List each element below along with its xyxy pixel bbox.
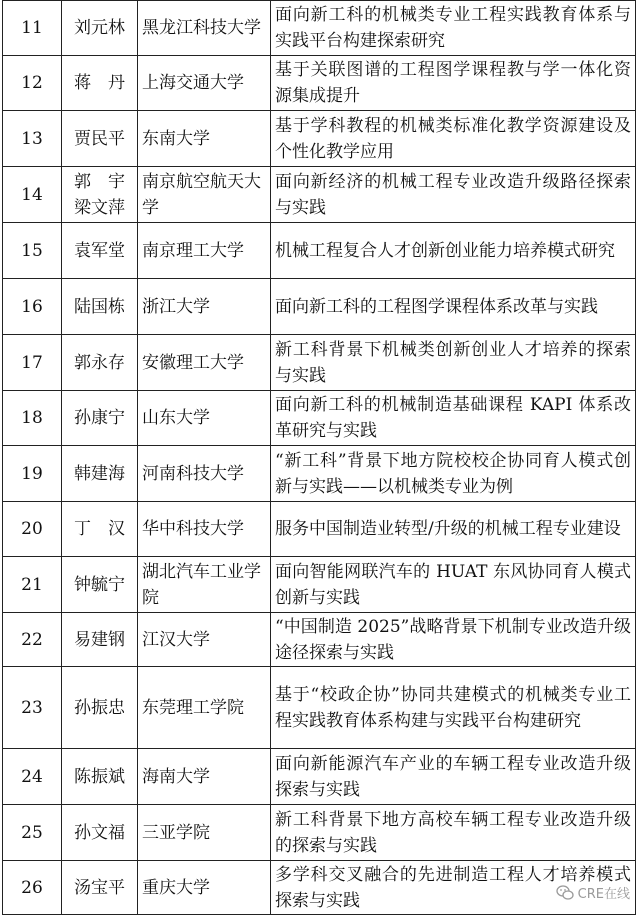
- table-row: [3, 805, 636, 861]
- row-number: 23: [3, 667, 62, 749]
- table-row: [3, 613, 636, 667]
- school-name: 海南大学: [138, 749, 271, 805]
- table-row: [3, 502, 636, 557]
- leader-name-cell: [62, 167, 138, 223]
- project-title: 面向新工科的工程图学课程体系改革与实践: [271, 279, 636, 335]
- school-name: 山东大学: [138, 391, 271, 446]
- leader-name: 袁军堂: [74, 240, 125, 261]
- leader-name-cell: [62, 667, 138, 749]
- leader-name: 陈振斌: [74, 766, 125, 787]
- leader-name-cell: [62, 335, 138, 391]
- school-name: 东南大学: [138, 111, 271, 167]
- row-number: 24: [3, 749, 62, 805]
- leader-name-cell: [62, 391, 138, 446]
- project-title: 面向新工科的机械制造基础课程 KAPI 体系改革研究与实践: [271, 391, 636, 446]
- school-name: 安徽理工大学: [138, 335, 271, 391]
- leader-name-cell: [62, 446, 138, 502]
- project-table: [2, 0, 636, 915]
- table-row: [3, 111, 636, 167]
- project-title: 面向新能源汽车产业的车辆工程专业改造升级探索与实践: [271, 749, 636, 805]
- table-row: [3, 446, 636, 502]
- table-row: [3, 167, 636, 223]
- project-title: 机械工程复合人才创新创业能力培养模式研究: [271, 223, 636, 279]
- leader-name: 刘元林: [74, 18, 125, 38]
- school-name: 上海交通大学: [138, 56, 271, 111]
- row-number: 18: [3, 391, 62, 446]
- table-row: [3, 56, 636, 111]
- leader-name-cell: [62, 1, 138, 56]
- project-title: 面向智能网联汽车的 HUAT 东风协同育人模式创新与实践: [271, 557, 636, 613]
- table-row: [3, 1, 636, 56]
- project-title: “中国制造 2025”战略背景下机制专业改造升级途径探索与实践: [271, 613, 636, 667]
- leader-name-cell: [62, 805, 138, 861]
- leader-name-cell: [62, 502, 138, 557]
- table-row: [3, 861, 636, 915]
- project-title: 基于关联图谱的工程图学课程教与学一体化资源集成提升: [271, 56, 636, 111]
- row-number: 26: [3, 861, 62, 915]
- school-name: 浙江大学: [138, 279, 271, 335]
- leader-name: 钟毓宁: [74, 574, 125, 595]
- project-title: 多学科交叉融合的先进制造工程人才培养模式探索与实践: [271, 861, 636, 915]
- table-row: [3, 391, 636, 446]
- leader-name: 孙康宁: [74, 408, 125, 428]
- school-name: 南京航空航天大学: [138, 167, 271, 223]
- project-title: 新工科背景下地方高校车辆工程专业改造升级的探索与实践: [271, 805, 636, 861]
- leader-name: 韩建海: [74, 463, 125, 484]
- leader-name: 丁 汉: [74, 519, 125, 539]
- watermark: [556, 883, 630, 902]
- table-row: [3, 335, 636, 391]
- row-number: 21: [3, 557, 62, 613]
- row-number: 19: [3, 446, 62, 502]
- leader-name: 孙振忠: [74, 697, 125, 718]
- leader-name: 蒋 丹: [74, 73, 125, 93]
- row-number: 13: [3, 111, 62, 167]
- wechat-icon: [556, 885, 574, 901]
- leader-name: 汤宝平: [74, 877, 125, 898]
- leader-name: 孙文福: [74, 822, 125, 843]
- project-title: 基于学科教程的机械类标准化教学资源建设及个性化教学应用: [271, 111, 636, 167]
- leader-name-cell: [62, 613, 138, 667]
- school-name: 河南科技大学: [138, 446, 271, 502]
- school-name: 华中科技大学: [138, 502, 271, 557]
- leader-name: 贾民平: [74, 128, 125, 149]
- table-row: [3, 279, 636, 335]
- leader-name: 郭永存: [74, 352, 125, 373]
- row-number: 12: [3, 56, 62, 111]
- school-name: 三亚学院: [138, 805, 271, 861]
- leader-name-cell: [62, 279, 138, 335]
- row-number: 15: [3, 223, 62, 279]
- row-number: 20: [3, 502, 62, 557]
- leader-name-cell: [62, 223, 138, 279]
- school-name: 重庆大学: [138, 861, 271, 915]
- row-number: 14: [3, 167, 62, 223]
- project-title: “新工科”背景下地方院校校企协同育人模式创新与实践——以机械类专业为例: [271, 446, 636, 502]
- project-title: 面向新工科的机械类专业工程实践教育体系与实践平台构建探索研究: [271, 1, 636, 56]
- project-title: 新工科背景下机械类创新创业人才培养的探索与实践: [271, 335, 636, 391]
- leader-name-cell: [62, 111, 138, 167]
- table-row: [3, 667, 636, 749]
- school-name: 东莞理工学院: [138, 667, 271, 749]
- leader-name-cell: [62, 749, 138, 805]
- leader-name: 郭 宇: [74, 171, 125, 192]
- leader-name: 陆国栋: [74, 296, 125, 317]
- project-title: 服务中国制造业转型/升级的机械工程专业建设: [271, 502, 636, 557]
- table-row: [3, 557, 636, 613]
- leader-name-cell: [62, 56, 138, 111]
- school-name: 南京理工大学: [138, 223, 271, 279]
- project-title: 面向新经济的机械工程专业改造升级路径探索与实践: [271, 167, 636, 223]
- project-title: 基于“校政企协”协同共建模式的机械类专业工程实践教育体系构建与实践平台构建研究: [271, 667, 636, 749]
- school-name: 黑龙江科技大学: [138, 1, 271, 56]
- school-name: 江汉大学: [138, 613, 271, 667]
- leader-name: 易建钢: [74, 629, 125, 650]
- leader-name: 梁文萍: [74, 197, 125, 218]
- watermark-text: CRE在线: [577, 887, 630, 902]
- row-number: 25: [3, 805, 62, 861]
- row-number: 22: [3, 613, 62, 667]
- row-number: 11: [3, 1, 62, 56]
- school-name: 湖北汽车工业学院: [138, 557, 271, 613]
- table-row: [3, 749, 636, 805]
- table-row: [3, 223, 636, 279]
- row-number: 16: [3, 279, 62, 335]
- row-number: 17: [3, 335, 62, 391]
- leader-name-cell: [62, 557, 138, 613]
- leader-name-cell: [62, 861, 138, 915]
